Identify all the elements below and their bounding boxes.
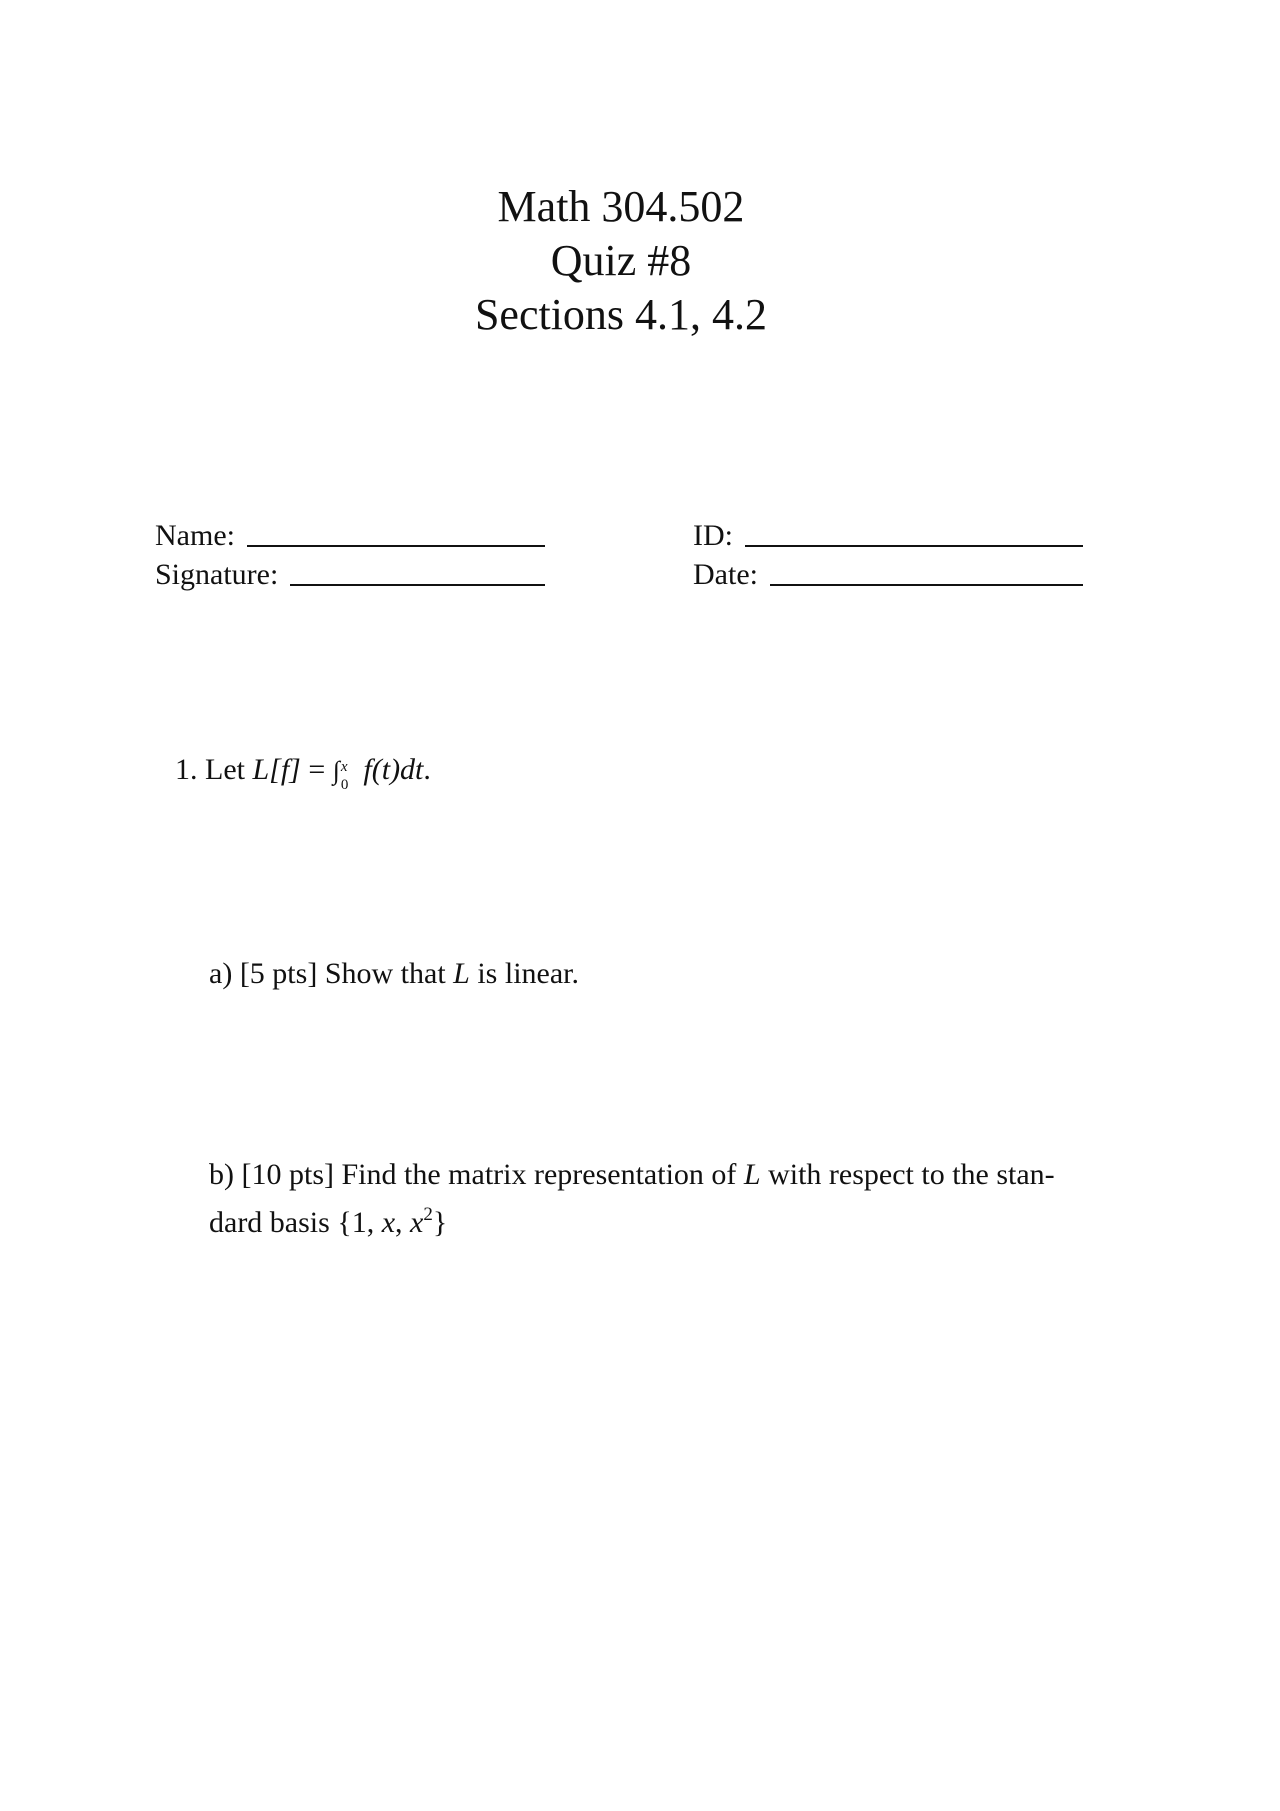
- question-1: [175, 750, 431, 791]
- basis-x: x: [381, 1206, 396, 1239]
- part-a-var: L: [453, 957, 470, 990]
- part-b-points: [10 pts]: [241, 1158, 334, 1191]
- operator-symbol: L: [252, 753, 270, 786]
- part-b-var: L: [743, 1158, 761, 1191]
- id-field[interactable]: [693, 518, 1083, 554]
- part-b-text-middle: with respect to the stan-: [768, 1158, 1055, 1191]
- name-field[interactable]: [155, 518, 545, 554]
- name-label: Name:: [155, 519, 235, 552]
- lower-limit: 0: [340, 777, 349, 793]
- part-a-text-after: is linear.: [477, 957, 579, 990]
- sections-covered: Sections 4.1, 4.2: [474, 290, 768, 339]
- part-a-text-before: Show that: [324, 957, 446, 990]
- question-number: 1.: [175, 753, 198, 786]
- basis-set: [337, 1206, 447, 1239]
- basis-exponent: 2: [423, 1204, 433, 1225]
- date-blank-line[interactable]: [770, 584, 1083, 586]
- integral-limits: [340, 753, 356, 793]
- course-title: Math 304.502: [497, 182, 745, 231]
- signature-label: Signature:: [155, 558, 279, 591]
- integrand: f(t)dt: [363, 753, 424, 786]
- signature-blank-line[interactable]: [290, 584, 545, 586]
- title-block: [0, 180, 1242, 342]
- basis-close: }: [432, 1206, 448, 1239]
- part-b-line-1: [209, 1155, 1089, 1195]
- name-blank-line[interactable]: [247, 545, 545, 547]
- question-1a: [209, 954, 579, 994]
- quiz-number: Quiz #8: [550, 236, 692, 285]
- sentence-end: .: [423, 753, 431, 786]
- part-b-label: b): [209, 1158, 234, 1191]
- basis-x-squared: x: [410, 1206, 424, 1239]
- date-label: Date:: [693, 558, 758, 591]
- part-a-label: a): [209, 957, 233, 990]
- id-blank-line[interactable]: [745, 545, 1083, 547]
- id-label: ID:: [693, 519, 733, 552]
- upper-limit: x: [340, 759, 348, 775]
- basis-comma: ,: [395, 1206, 403, 1239]
- date-field[interactable]: [693, 557, 1083, 593]
- signature-field[interactable]: [155, 557, 545, 593]
- question-1b: [209, 1155, 1089, 1243]
- part-b-text-before: Find the matrix representation of: [341, 1158, 737, 1191]
- part-b-basis-text: dard basis: [209, 1206, 330, 1239]
- operator-argument: [f]: [269, 753, 301, 786]
- part-b-line-2: [209, 1195, 1089, 1243]
- question-1-intro: Let: [205, 753, 245, 786]
- part-a-points: [5 pts]: [239, 957, 318, 990]
- equals-sign: =: [308, 753, 326, 786]
- integral-sign: ∫: [332, 756, 340, 785]
- basis-open: {1,: [337, 1206, 375, 1239]
